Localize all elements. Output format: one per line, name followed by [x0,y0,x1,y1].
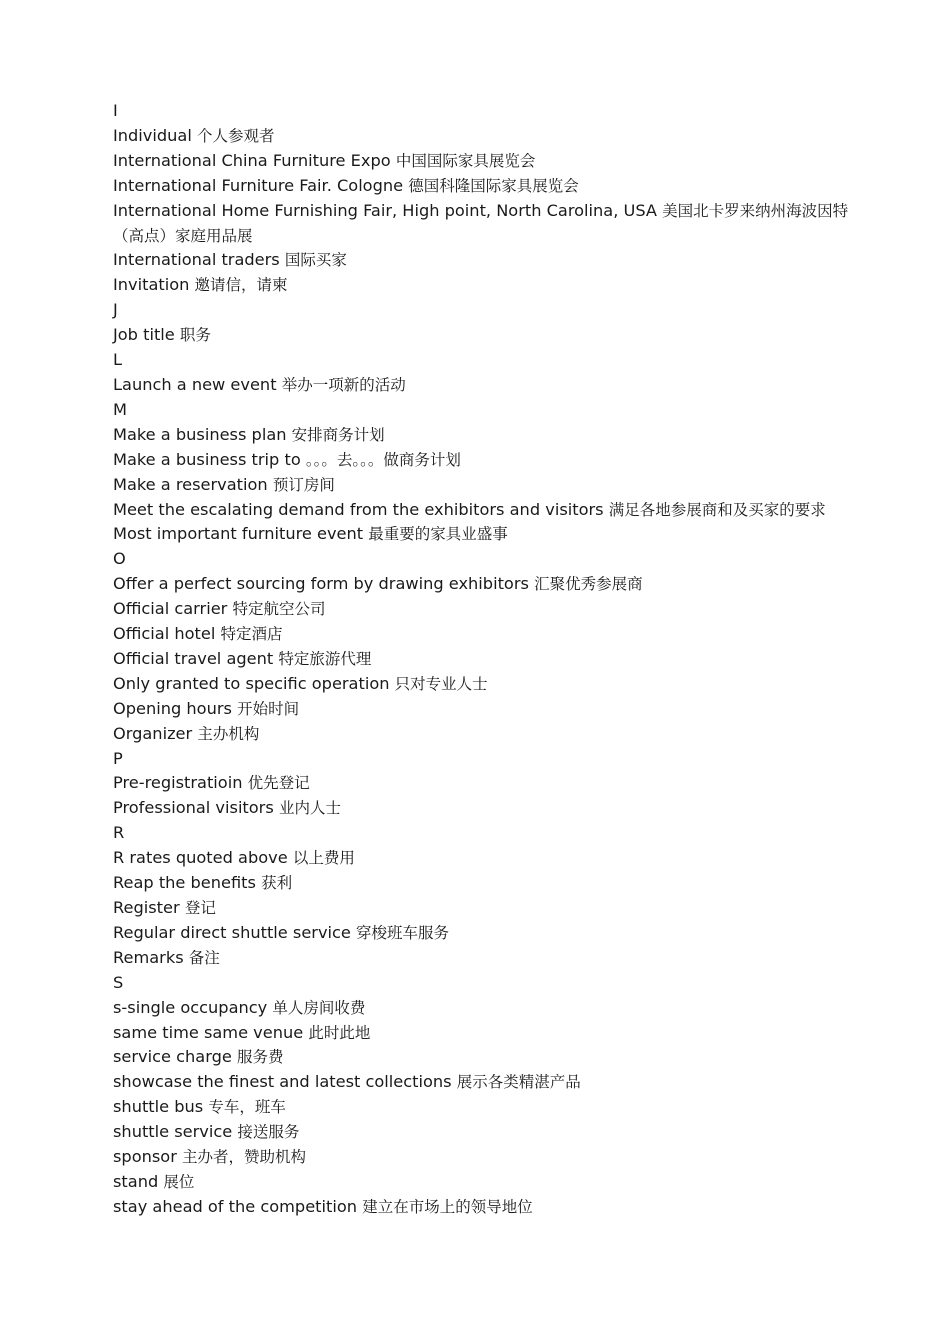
entry-term: International Home Furnishing Fair, High point, North Carolina, USA [113,200,658,220]
entry-translation: 服务费 [236,1048,284,1067]
glossary-entry [113,174,865,199]
entry-term: International China Furniture Expo [113,150,391,170]
entry-term: R rates quoted above [113,848,288,868]
entry-term: Launch a new event [113,374,277,394]
entry-term: stand [113,1171,159,1191]
entry-translation: 职务 [179,326,211,345]
entry-translation: 中国国际家具展览会 [395,151,536,170]
glossary-entry [113,373,865,398]
glossary-entry [113,1045,865,1070]
entry-translation: 单人房间收费 [272,998,366,1017]
entry-term: Meet the escalating demand from the exhibitors and visitors [113,499,604,519]
entry-term: International Furniture Fair. Cologne [113,175,404,195]
entry-translation: 业内人士 [278,799,341,818]
entry-term: International traders [113,250,280,270]
entry-translation: 此时此地 [308,1023,371,1042]
section-letter: L [113,350,123,370]
entry-translation: 美国北卡罗来纳州海波因特（高点）家庭用品展 [113,201,849,245]
entry-translation: 预订房间 [272,475,335,494]
section-letter: R [113,823,125,843]
entry-term: Make a business plan [113,424,287,444]
entry-term: stay ahead of the competition [113,1196,358,1216]
entry-term: Remarks [113,947,184,967]
entry-translation: 登记 [184,899,216,917]
entry-translation: 主办机构 [197,724,260,743]
entry-translation: 专车，班车 [208,1098,286,1117]
entry-translation: 。。。去。。。做商务计划 [305,450,461,469]
glossary-entry [113,896,865,921]
entry-term: Job title [113,325,175,345]
glossary-entry [113,498,865,523]
entry-translation: 获利 [261,874,293,893]
glossary-entry [113,199,865,249]
glossary-entry [113,996,865,1021]
entry-translation: 汇聚优秀参展商 [534,575,643,594]
entry-term: Only granted to specific operation [113,673,390,693]
glossary-entry [113,697,865,722]
glossary-entry [113,1170,865,1195]
glossary-entry [113,1195,865,1220]
entry-term: service charge [113,1047,232,1067]
entry-term: showcase the finest and latest collections [113,1072,452,1092]
entry-translation: 个人参观者 [197,126,275,145]
entry-term: Invitation [113,275,190,295]
entry-translation: 国际买家 [284,251,347,270]
glossary-entry [113,448,865,473]
entry-translation: 以上费用 [292,849,355,868]
entry-term: Make a reservation [113,474,268,494]
glossary-entry [113,124,865,149]
section-letter: P [113,748,123,768]
glossary-entry [113,423,865,448]
glossary-entry [113,622,865,647]
entry-term: Opening hours [113,698,232,718]
glossary-entry [113,1095,865,1120]
entry-term: Most important furniture event [113,524,364,544]
section-letter: I [113,101,118,120]
entry-term: Organizer [113,723,193,743]
glossary-entry [113,722,865,747]
entry-term: Register [113,898,180,917]
glossary-entry [113,1120,865,1145]
glossary-entry [113,572,865,597]
entry-term: Individual [113,125,192,145]
section-letter: S [113,972,124,992]
entry-term: Professional visitors [113,798,274,818]
entry-translation: 邀请信，请柬 [194,276,288,295]
entry-translation: 开始时间 [237,699,300,718]
entry-translation: 最重要的家具业盛事 [368,525,508,544]
glossary-entry [113,473,865,498]
glossary-entry [113,771,865,796]
glossary-entry [113,921,865,946]
entry-translation: 安排商务计划 [291,425,385,444]
entry-term: Pre-registratioin [113,773,243,793]
entry-translation: 特定航空公司 [232,600,326,619]
glossary-entry [113,647,865,672]
entry-translation: 优先登记 [247,774,310,793]
glossary-entry [113,149,865,174]
entry-translation: 特定旅游代理 [278,649,372,668]
glossary-entry [113,1021,865,1046]
entry-term: shuttle bus [113,1097,204,1117]
entry-term: s-single occupancy [113,997,268,1017]
entry-term: shuttle service [113,1122,233,1142]
entry-term: Make a business trip to [113,449,301,469]
entry-term: Official carrier [113,599,228,619]
glossary-entry [113,846,865,871]
entry-translation: 满足各地参展商和及买家的要求 [608,500,826,519]
section-letter: M [113,399,127,419]
entry-translation: 举办一项新的活动 [281,375,406,394]
glossary-document [113,99,865,1220]
glossary-entry [113,323,865,348]
entry-translation: 展示各类精湛产品 [456,1073,581,1092]
entry-translation: 只对专业人士 [394,674,488,693]
entry-term: Reap the benefits [113,873,256,893]
glossary-entry [113,946,865,971]
glossary-entry [113,1070,865,1095]
glossary-entry [113,672,865,697]
section-letter: J [113,300,118,320]
glossary-entry [113,597,865,622]
entry-translation: 接送服务 [237,1123,300,1142]
glossary-entry [113,522,865,547]
entry-translation: 穿梭班车服务 [356,923,450,942]
entry-term: Official travel agent [113,648,274,668]
entry-translation: 备注 [188,948,220,967]
entry-term: same time same venue [113,1022,304,1042]
glossary-entry [113,248,865,273]
glossary-entry [113,871,865,896]
entry-term: Regular direct shuttle service [113,922,351,942]
entry-term: Offer a perfect sourcing form by drawing exhibitors [113,574,529,594]
entry-translation: 德国科隆国际家具展览会 [408,176,579,195]
glossary-entry [113,273,865,298]
section-letter: O [113,549,126,569]
entry-term: Official hotel [113,624,216,644]
entry-translation: 主办者，赞助机构 [182,1148,307,1167]
glossary-entry [113,1145,865,1170]
entry-term: sponsor [113,1147,177,1167]
glossary-entry [113,796,865,821]
entry-translation: 特定酒店 [220,625,283,644]
entry-translation: 建立在市场上的领导地位 [362,1197,533,1216]
entry-translation: 展位 [163,1172,195,1191]
